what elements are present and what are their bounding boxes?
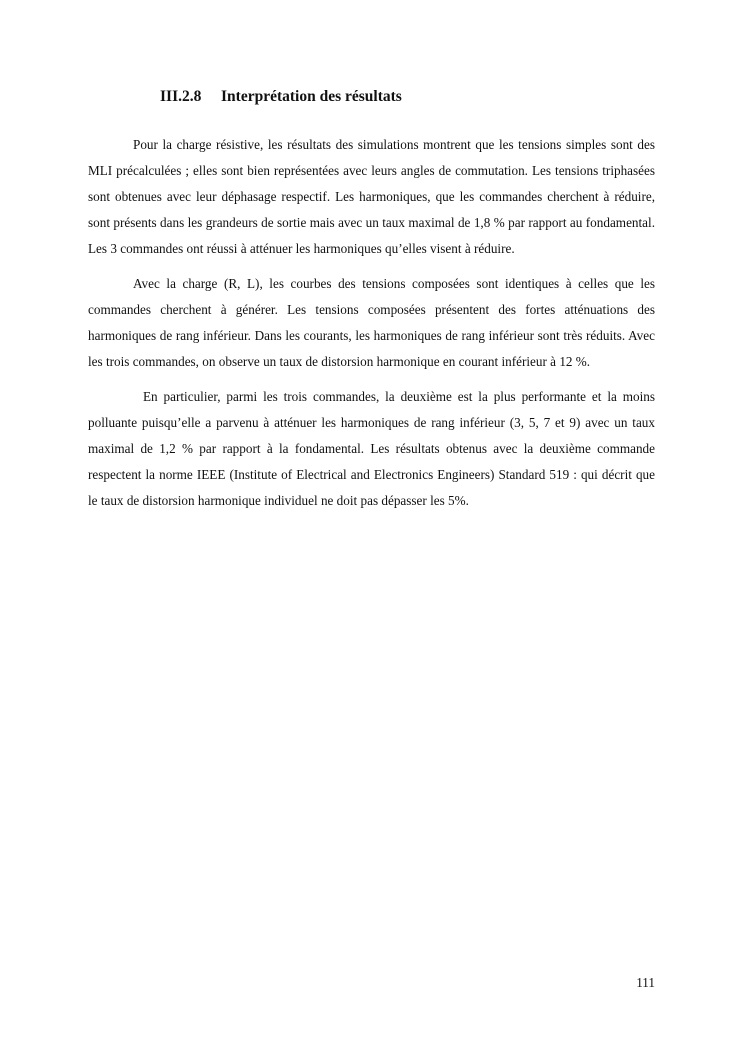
section-heading [160,88,402,106]
paragraph-conclusion: En particulier, parmi les trois commandes, la deuxième est la plus performante et la moins polluante puisqu’elle a parvenu à atténuer les harmoniques de rang inférieur (3, 5, 7 et 9) avec un taux maximal de 1,2 % par rapport à la fondamental. Les résultats obtenus avec la deuxième commande respectent la norme IEEE (Institute of Electrical and Electronics Engineers) Standard 519 : qui décrit que le taux de distorsion harmonique individuel ne doit pas dépasser les 5%. [88,389,655,508]
section-title: Interprétation des résultats [221,88,402,105]
section-number: III.2.8 [160,88,202,105]
page-number: 111 [636,975,655,990]
paragraph-rl-load: Avec la charge (R, L), les courbes des tensions composées sont identiques à celles que les commandes cherchent à générer. Les tensions composées présentent des fortes atténuations des harmoniques de rang inférieur. Dans les courants, les harmoniques de rang inférieur sont très réduits. Avec les trois commandes, on observe un taux de distorsion harmonique en courant inférieur à 12 %. [88,276,655,369]
paragraph-resistive-load: Pour la charge résistive, les résultats des simulations montrent que les tensions simples sont des MLI précalculées ; elles sont bien représentées avec leurs angles de commutation. Les tensions triphasées sont obtenues avec leur déphasage respectif. Les harmoniques, que les commandes cherchent à réduire, sont présents dans les grandeurs de sortie mais avec un taux maximal de 1,8 % par rapport au fondamental. Les 3 commandes ont réussi à atténuer les harmoniques qu’elles visent à réduire. [88,137,655,256]
body-text [88,132,655,523]
